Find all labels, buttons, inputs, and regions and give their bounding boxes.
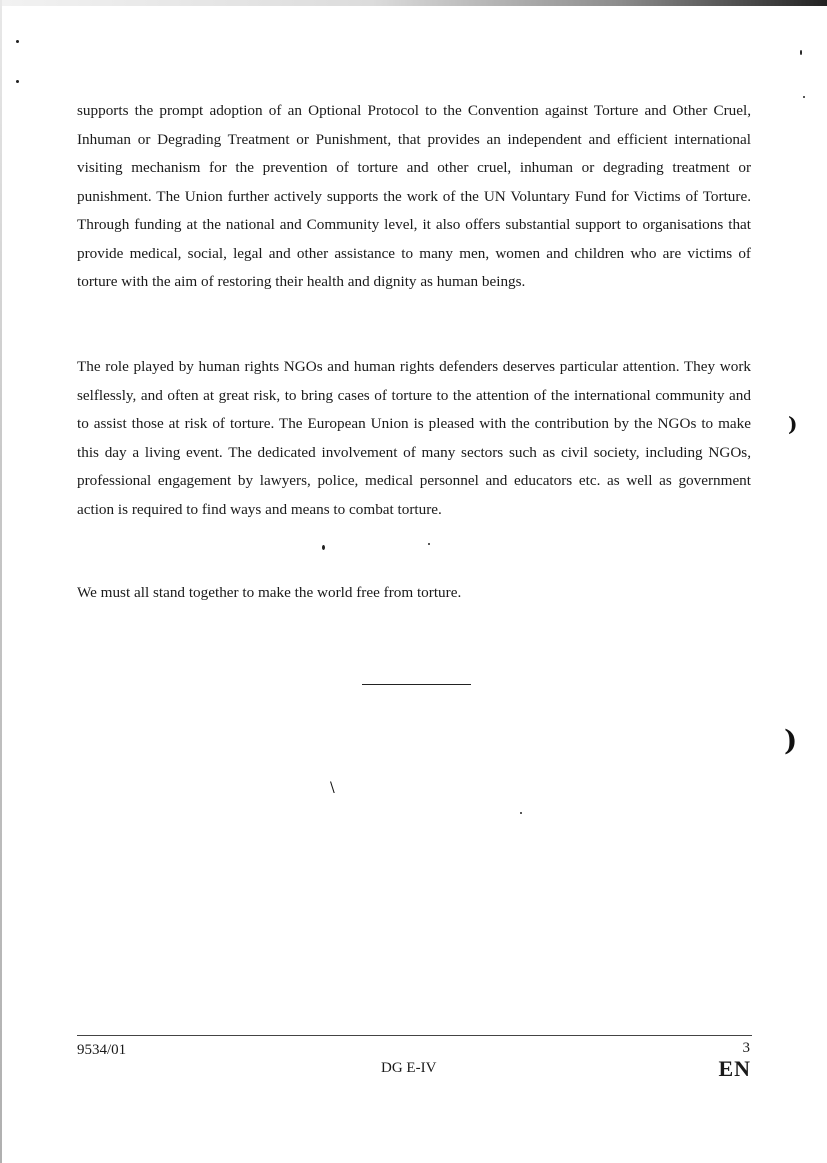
scan-speck bbox=[16, 80, 19, 83]
scan-speck bbox=[520, 812, 522, 814]
scan-speck bbox=[800, 50, 802, 55]
end-of-text-separator bbox=[362, 684, 471, 685]
scan-left-edge bbox=[0, 0, 2, 1163]
footer-rule bbox=[77, 1035, 752, 1036]
department-code: DG E-IV bbox=[381, 1060, 437, 1076]
scan-bracket-mark: ) bbox=[784, 724, 798, 757]
scan-speck bbox=[428, 543, 430, 545]
scan-speck bbox=[803, 96, 805, 98]
language-code: EN bbox=[718, 1056, 751, 1081]
scan-speck bbox=[16, 40, 19, 43]
body-paragraph-1: supports the prompt adoption of an Optional Protocol to the Convention against Torture and Other Cruel, Inhuman or Degrading Treatment or Punishment, that provides an independent and efficient international visiting mechanism for the prevention of torture and other cruel, inhuman or degrading treatment or punishment. The Union further actively supports the work of the UN Voluntary Fund for Victims of Torture. Through funding at the national and Community level, it also offers substantial support to organisations that provide medical, social, legal and other assistance to many men, women and children who are victims of torture with the aim of restoring their health and dignity as human beings. bbox=[77, 102, 751, 290]
scan-bracket-mark: ) bbox=[788, 412, 798, 436]
document-reference: 9534/01 bbox=[77, 1042, 127, 1058]
body-paragraph-3: We must all stand together to make the world free from torture. bbox=[77, 584, 462, 601]
scan-top-edge bbox=[0, 0, 827, 6]
scan-stroke-mark: \ bbox=[330, 780, 335, 796]
scan-speck bbox=[322, 545, 325, 550]
page-number: 3 bbox=[742, 1040, 750, 1056]
body-paragraph-2: The role played by human rights NGOs and human rights defenders deserves particular attention. They work selflessly, and often at great risk, to bring cases of torture to the attention of the international community and to assist those at risk of torture. The European Union is pleased with the contribution by the NGOs to make this day a living event. The dedicated involvement of many sectors such as civil society, including NGOs, professional engagement by lawyers, police, medical personnel and educators etc. as well as government action is required to find ways and means to combat torture. bbox=[77, 358, 751, 518]
